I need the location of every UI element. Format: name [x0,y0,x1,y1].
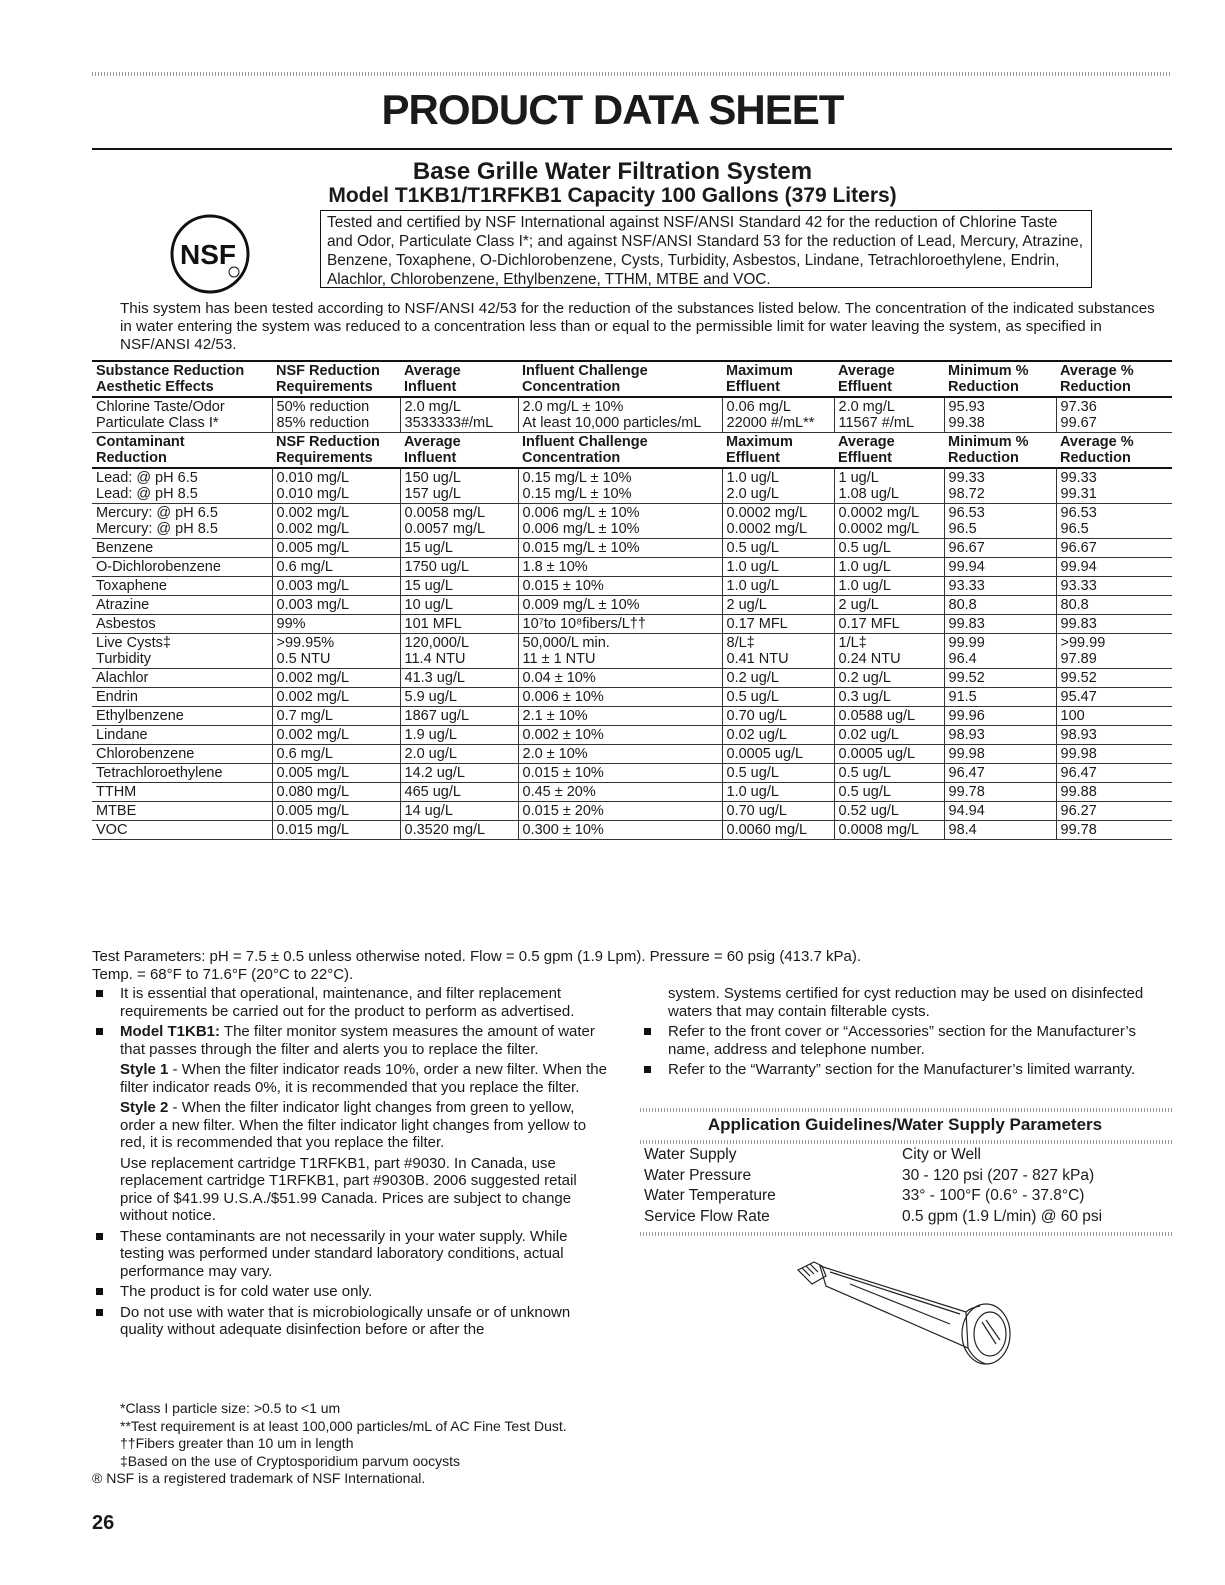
table-row-cell: 99.94 [1056,558,1172,577]
table-row-cell: 99.78 [944,783,1056,802]
table-row-cell: 0.080 mg/L [272,783,400,802]
table-row-cell: 5.9 ug/L [400,688,518,707]
table-row-cell: 50% reduction 85% reduction [272,397,400,433]
bullet-maintenance: It is essential that operational, maintenance, and filter replacement requirements be carried out for the product to perform as advertised. [92,985,612,1020]
table-row-cell: 41.3 ug/L [400,669,518,688]
table-row [92,397,1172,433]
product-subtitle: Base Grille Water Filtration System [412,158,813,185]
table-row-cell: 0.0060 mg/L [722,821,834,840]
nsf-logo-text: NSF [180,239,236,270]
table-row [92,764,1172,783]
application-row [640,1207,1170,1228]
table-row-cell: 0.2 ug/L [722,669,834,688]
table-row-cell: 0.015 mg/L [272,821,400,840]
table-header-aesthetic-cell: NSF Reduction Requirements [272,361,400,397]
table-row [92,504,1172,539]
table-row-cell: 95.47 [1056,688,1172,707]
table-header-aesthetic-cell: Substance Reduction Aesthetic Effects [92,361,272,397]
table-header-contaminant-cell: Influent Challenge Concentration [518,433,722,469]
table-row-cell: 96.67 [1056,539,1172,558]
right-notes-column [640,985,1150,1082]
table-row-cell: 150 ug/L 157 ug/L [400,468,518,504]
table-row [92,468,1172,504]
table-row-cell: Lead: @ pH 6.5 Lead: @ pH 8.5 [92,468,272,504]
table-row-cell: 10 ug/L [400,596,518,615]
footnote-fibers: ††Fibers greater than 10 um in length [120,1435,354,1451]
table-row-cell: 1.0 ug/L [722,558,834,577]
table-row-cell: Live Cysts‡ Turbidity [92,634,272,669]
table-header-aesthetic-cell: Average % Reduction [1056,361,1172,397]
page-number: 26 [92,1512,115,1534]
table-row-cell: 0.5 ug/L [722,688,834,707]
test-parameters [92,948,1172,984]
table-row-cell: 80.8 [944,596,1056,615]
parameter-value: City or Well [902,1146,981,1163]
intro-paragraph: This system has been tested according to NSF/ANSI 42/53 for the reduction of the substances listed below. The concentration of the indicated substances in water entering the system was reduced to a concentration less than or equal to the permissible limit for water leaving the system, as specified in NSF/ANSI 42/53. [120,300,1155,353]
table-row-cell: 93.33 [1056,577,1172,596]
application-row [640,1145,1170,1166]
table-row-cell: 2.0 ug/L [400,745,518,764]
top-dotted-rule [92,72,1172,76]
table-row-cell: 96.53 96.5 [944,504,1056,539]
table-row-cell: 0.002 mg/L [272,726,400,745]
table-row-cell: 0.015 ± 20% [518,802,722,821]
table-row-cell: 0.6 mg/L [272,558,400,577]
table-row-cell: 0.0002 mg/L 0.0002 mg/L [722,504,834,539]
table-row-cell: Alachlor [92,669,272,688]
table-row-cell: 1867 ug/L [400,707,518,726]
table-header-aesthetic-cell: Maximum Effluent [722,361,834,397]
parameter-name: Service Flow Rate [644,1207,770,1225]
table-row-cell: 0.015 ± 10% [518,764,722,783]
parameter-name: Water Supply [644,1146,737,1163]
table-header-aesthetic [92,361,1172,397]
application-title: Application Guidelines/Water Supply Parameters [707,1115,1103,1134]
table-header-contaminant-cell: Minimum % Reduction [944,433,1056,469]
parameter-value: 0.5 gpm (1.9 L/min) @ 60 psi [902,1207,1103,1225]
table-row-cell: 0.002 mg/L 0.002 mg/L [272,504,400,539]
table-row-cell: 0.0005 ug/L [834,745,944,764]
table-row-cell: Chlorine Taste/Odor Particulate Class I* [92,397,272,433]
table-row-cell: 465 ug/L [400,783,518,802]
table-row-cell: 0.009 mg/L ± 10% [518,596,722,615]
style-2-label: Style 2 [120,1099,169,1116]
table-row [92,745,1172,764]
table-row [92,634,1172,669]
table-row [92,577,1172,596]
table-row-cell: 91.5 [944,688,1056,707]
table-row-cell: 0.003 mg/L [272,577,400,596]
table-header-contaminant-cell: Maximum Effluent [722,433,834,469]
table-header-contaminant [92,433,1172,469]
table-row [92,669,1172,688]
table-row-cell: 1.0 ug/L 2.0 ug/L [722,468,834,504]
table-row-cell: Tetrachloroethylene [92,764,272,783]
table-row [92,802,1172,821]
table-row-cell: 100 [1056,707,1172,726]
table-row-cell: 0.70 ug/L [722,802,834,821]
table-row-cell: 96.47 [1056,764,1172,783]
table-row-cell: 0.7 mg/L [272,707,400,726]
table-row-cell: 2.0 mg/L 3533333#/mL [400,397,518,433]
parameter-value: 30 - 120 psi (207 - 827 kPa) [902,1166,1095,1184]
table-row-cell: 2.0 mg/L 11567 #/mL [834,397,944,433]
page-title: PRODUCT DATA SHEET [381,86,844,133]
table-row-cell: 96.67 [944,539,1056,558]
table-row-cell: 0.002 mg/L [272,669,400,688]
parameter-name: Water Temperature [644,1187,776,1204]
table-row-cell: 99.99 96.4 [944,634,1056,669]
table-row [92,707,1172,726]
table-row-cell: 99.52 [944,669,1056,688]
table-row-cell: 1.0 ug/L [834,558,944,577]
table-row-cell: MTBE [92,802,272,821]
table-row-cell: 2 ug/L [722,596,834,615]
table-row [92,726,1172,745]
table-header-contaminant-cell: Average Effluent [834,433,944,469]
table-header-aesthetic-cell: Average Influent [400,361,518,397]
certification-box: Tested and certified by NSF International against NSF/ANSI Standard 42 for the reduction of Chlorine Taste and Odor, Particulate Class I*; and against NSF/ANSI Standard 53 for the reduction of Lead, Mercury, Atrazine, Benzene, Toxaphene, O-Dichlorobenzene, Cysts, Turbidity, Asbestos, Lindane, Tetrachloroethylene, Endrin, Alachlor, Chlorobenzene, Ethylbenzene, TTHM, MTBE and VOC. [320,210,1092,288]
table-row-cell: 94.94 [944,802,1056,821]
table-row [92,596,1172,615]
table-row-cell: 1.0 ug/L [722,783,834,802]
table-row-cell: 99.83 [944,615,1056,634]
table-row-cell: 1.0 ug/L [834,577,944,596]
table-row-cell: 97.36 99.67 [1056,397,1172,433]
table-header-contaminant-cell: Average % Reduction [1056,433,1172,469]
table-row-cell: 99.98 [1056,745,1172,764]
table-row-cell: 0.003 mg/L [272,596,400,615]
table-row-cell: >99.95% 0.5 NTU [272,634,400,669]
model-label: Model T1KB1: [120,1023,221,1040]
parameter-name: Water Pressure [644,1166,752,1184]
table-row-cell: 0.0588 ug/L [834,707,944,726]
table-row-cell: 0.5 ug/L [834,539,944,558]
table-row-cell: 2.0 mg/L ± 10% At least 10,000 particles/mL [518,397,722,433]
table-row-cell: VOC [92,821,272,840]
table-row-cell: 0.3 ug/L [834,688,944,707]
table-row-cell: 15 ug/L [400,539,518,558]
table-row-cell: 98.93 [944,726,1056,745]
application-row [640,1186,1170,1207]
table-row-cell: 96.47 [944,764,1056,783]
table-row-cell: 1750 ug/L [400,558,518,577]
test-parameters-line-1: Test Parameters: pH = 7.5 ± 0.5 unless otherwise noted. Flow = 0.5 gpm (1.9 Lpm). Pressure = 60 psig (413.7 kPa). [92,948,862,965]
table-row [92,615,1172,634]
table-row [92,783,1172,802]
table-row-cell: 1.9 ug/L [400,726,518,745]
footnote-test-requirement: **Test requirement is at least 100,000 particles/mL of AC Fine Test Dust. [120,1417,567,1434]
table-row-cell: 101 MFL [400,615,518,634]
table-row-cell: 99% [272,615,400,634]
application-table [640,1145,1170,1227]
table-row [92,558,1172,577]
app-bottom-dotted-rule [640,1232,1172,1236]
table-row-cell: TTHM [92,783,272,802]
table-row-cell: 0.5 ug/L [722,764,834,783]
table-row-cell: 1.0 ug/L [722,577,834,596]
table-header-contaminant-cell: Average Influent [400,433,518,469]
style-2-text: - When the filter indicator light changes from green to yellow, order a new filter. When the filter indicator light changes from yellow to red, it is recommended that you replace the filter. [120,1099,587,1151]
table-row-cell: Chlorobenzene [92,745,272,764]
table-row-cell: 99.33 98.72 [944,468,1056,504]
table-row-cell: 0.006 mg/L ± 10% 0.006 mg/L ± 10% [518,504,722,539]
table-row-cell: 0.002 mg/L [272,688,400,707]
table-row-cell: 0.015 mg/L ± 10% [518,539,722,558]
table-row-cell: 93.33 [944,577,1056,596]
style-1-note [120,1061,612,1096]
table-row-cell: 0.02 ug/L [722,726,834,745]
table-row-cell: 0.52 ug/L [834,802,944,821]
table-row-cell: 1/L‡ 0.24 NTU [834,634,944,669]
table-row-cell: 1 ug/L 1.08 ug/L [834,468,944,504]
table-row-cell: 0.45 ± 20% [518,783,722,802]
table-row-cell: 0.005 mg/L [272,764,400,783]
table-row-cell: 0.0008 mg/L [834,821,944,840]
reduction-table [92,360,1172,840]
app-top-dotted-rule [640,1108,1172,1112]
table-row-cell: 99.98 [944,745,1056,764]
replacement-note: Use replacement cartridge T1RFKB1, part #9030. In Canada, use replacement cartridge T1RFKB1, part #9030B. 2006 suggested retail price of $41.99 U.S.A./$51.99 Canada. Prices are subject to change without notice. [120,1154,577,1224]
bullet-cold-water: The product is for cold water use only. [92,1283,612,1301]
table-row-cell: 0.15 mg/L ± 10% 0.15 mg/L ± 10% [518,468,722,504]
table-row-cell: 99.88 [1056,783,1172,802]
style-1-text: - When the filter indicator reads 10%, order a new filter. When the filter indicator reads 0%, it is recommended that you replace the filter. [120,1061,607,1096]
table-row-cell: 99.94 [944,558,1056,577]
table-row-cell: 98.4 [944,821,1056,840]
table-row-cell: 0.17 MFL [834,615,944,634]
table-row-cell: 0.5 ug/L [834,783,944,802]
table-row-cell: 99.33 99.31 [1056,468,1172,504]
table-row-cell: Atrazine [92,596,272,615]
table-row-cell: 0.300 ± 10% [518,821,722,840]
footnote-class-i: *Class I particle size: >0.5 to <1 um [120,1400,341,1416]
table-row-cell: 99.83 [1056,615,1172,634]
table-header-contaminant-cell: Contaminant Reduction [92,433,272,469]
table-row-cell: 0.0002 mg/L 0.0002 mg/L [834,504,944,539]
table-row-cell: Toxaphene [92,577,272,596]
table-row-cell: 14.2 ug/L [400,764,518,783]
parameter-value: 33° - 100°F (0.6° - 37.8°C) [902,1187,1085,1204]
bullet-unsafe-water: Do not use with water that is microbiologically unsafe or of unknown quality without adequate disinfection before or after the [92,1304,612,1339]
table-row-cell: Ethylbenzene [92,707,272,726]
table-row-cell: 0.17 MFL [722,615,834,634]
application-row [640,1166,1170,1187]
table-row-cell: 0.04 ± 10% [518,669,722,688]
table-row-cell: 0.5 ug/L [722,539,834,558]
table-row-cell: 0.015 ± 10% [518,577,722,596]
table-row-cell: 10⁷to 10⁸fibers/L†† [518,615,722,634]
table-row-cell: 0.010 mg/L 0.010 mg/L [272,468,400,504]
footnotes [92,1400,652,1488]
table-row-cell: 0.6 mg/L [272,745,400,764]
bullet-model [92,1023,612,1058]
table-row-cell: Mercury: @ pH 6.5 Mercury: @ pH 8.5 [92,504,272,539]
table-row-cell: 0.5 ug/L [834,764,944,783]
table-row-cell: 50,000/L min. 11 ± 1 NTU [518,634,722,669]
bullet-unsafe-water-continued: system. Systems certified for cyst reduction may be used on disinfected waters that may contain filterable cysts. [668,985,1144,1020]
table-row-cell: 15 ug/L [400,577,518,596]
table-row-cell: 0.0005 ug/L [722,745,834,764]
table-row-cell: 0.006 ± 10% [518,688,722,707]
table-row-cell: 0.02 ug/L [834,726,944,745]
table-row-cell: Benzene [92,539,272,558]
style-2-note [120,1099,612,1152]
table-row-cell: 0.002 ± 10% [518,726,722,745]
footnote-cryptosporidium: ‡Based on the use of Cryptosporidium parvum oocysts [120,1452,461,1469]
table-row-cell: Lindane [92,726,272,745]
table-row-cell: 95.93 99.38 [944,397,1056,433]
table-row [92,821,1172,840]
table-row-cell: 99.52 [1056,669,1172,688]
table-row-cell: 120,000/L 11.4 NTU [400,634,518,669]
table-row-cell: Endrin [92,688,272,707]
table-row-cell: 99.96 [944,707,1056,726]
table-row-cell: 0.005 mg/L [272,539,400,558]
table-row-cell: Asbestos [92,615,272,634]
table-row-cell: 96.53 96.5 [1056,504,1172,539]
footnote-trademark: ® NSF is a registered trademark of NSF International. [92,1470,426,1486]
table-row-cell: 98.93 [1056,726,1172,745]
table-row-cell: 0.0058 mg/L 0.0057 mg/L [400,504,518,539]
table-row-cell: 8/L‡ 0.41 NTU [722,634,834,669]
table-header-aesthetic-cell: Influent Challenge Concentration [518,361,722,397]
model-line: Model T1KB1/T1RFKB1 Capacity 100 Gallons (379 Liters) [328,184,897,207]
table-row-cell: 99.78 [1056,821,1172,840]
table-row-cell: 14 ug/L [400,802,518,821]
table-row-cell: 0.70 ug/L [722,707,834,726]
table-row-cell: >99.99 97.89 [1056,634,1172,669]
table-header-aesthetic-cell: Average Effluent [834,361,944,397]
bullet-accessories: Refer to the front cover or “Accessories” section for the Manufacturer’s name, address and telephone number. [640,1023,1150,1058]
table-row-cell: 2.1 ± 10% [518,707,722,726]
style-1-label: Style 1 [120,1061,169,1078]
title-rule [92,148,1172,150]
filter-cartridge-icon [790,1252,1020,1372]
model-text: The filter monitor system measures the amount of water that passes through the filter and alerts you to replace the filter. [120,1023,595,1058]
table-row-cell: 2.0 ± 10% [518,745,722,764]
table-row-cell: 96.27 [1056,802,1172,821]
table-header-contaminant-cell: NSF Reduction Requirements [272,433,400,469]
table-row-cell: 2 ug/L [834,596,944,615]
app-mid-dotted-rule [640,1140,1172,1144]
table-row-cell: 0.06 mg/L 22000 #/mL** [722,397,834,433]
table-row-cell: O-Dichlorobenzene [92,558,272,577]
table-row-cell: 0.3520 mg/L [400,821,518,840]
bullet-contaminants: These contaminants are not necessarily in your water supply. While testing was performed under standard laboratory conditions, actual performance may vary. [92,1228,612,1281]
table-row-cell: 0.005 mg/L [272,802,400,821]
table-row-cell: 80.8 [1056,596,1172,615]
table-row-cell: 1.8 ± 10% [518,558,722,577]
table-row [92,539,1172,558]
left-notes-column [92,985,612,1342]
nsf-logo-icon [168,212,252,296]
bullet-warranty: Refer to the “Warranty” section for the Manufacturer’s limited warranty. [640,1061,1150,1079]
table-row [92,688,1172,707]
table-row-cell: 0.2 ug/L [834,669,944,688]
table-header-aesthetic-cell: Minimum % Reduction [944,361,1056,397]
test-parameters-line-2: Temp. = 68°F to 71.6°F (20°C to 22°C). [92,966,354,983]
